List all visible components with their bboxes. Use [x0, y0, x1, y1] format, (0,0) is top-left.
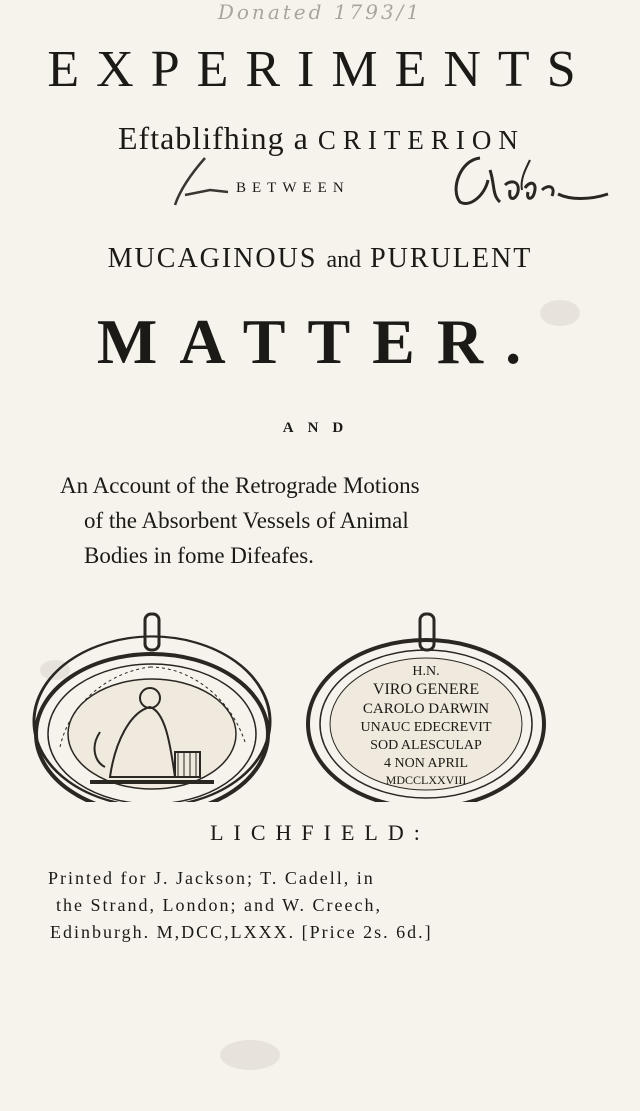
handwritten-annotation: Donated 1793/1 — [217, 0, 423, 24]
and-word: and — [326, 247, 362, 273]
purulent-word: PURULENT — [370, 243, 533, 274]
criterion-word: CRITERION — [317, 125, 525, 155]
matter-word: MATTER. — [96, 306, 544, 377]
and-separator: AND — [282, 420, 358, 436]
medal-right — [308, 614, 544, 802]
mucaginous-word: MUCAGINOUS — [107, 243, 318, 274]
establishing-prefix: Eftablifhing a — [118, 120, 309, 156]
handwritten-mark-left — [150, 150, 230, 210]
account-line-3: Bodies in fome Difeafes. — [84, 543, 314, 568]
imprint-line-3: Edinburgh. M,DCC,LXXX. [Price 2s. 6d.] — [50, 922, 433, 942]
medal-line-4: UNAUC EDECREVIT — [360, 720, 492, 735]
title-experiments: EXPERIMENTS — [47, 41, 593, 98]
medal-line-5: SOD ALESCULAP — [370, 738, 482, 753]
medal-line-3: CAROLO DARWIN — [362, 701, 490, 717]
account-line-1: An Account of the Retrograde Motions — [60, 473, 420, 498]
medal-line-7: MDCCLXXVIII — [385, 773, 467, 787]
medal-line-2: VIRO GENERE — [372, 681, 480, 698]
between-word: BETWEEN — [236, 180, 350, 196]
medal-line-6: 4 NON APRIL — [383, 756, 469, 771]
medal-illustrations — [0, 612, 640, 802]
medal-line-1: H.N. — [412, 664, 440, 679]
imprint-line-1: Printed for J. Jackson; T. Cadell, in — [48, 868, 375, 888]
place-of-publication: LICHFIELD: — [210, 820, 430, 845]
medal-left — [34, 614, 270, 802]
account-line-2: of the Absorbent Vessels of Animal — [84, 508, 409, 533]
imprint-line-2: the Strand, London; and W. Creech, — [56, 895, 382, 915]
substances-line — [0, 243, 640, 275]
handwritten-signature — [430, 150, 610, 210]
